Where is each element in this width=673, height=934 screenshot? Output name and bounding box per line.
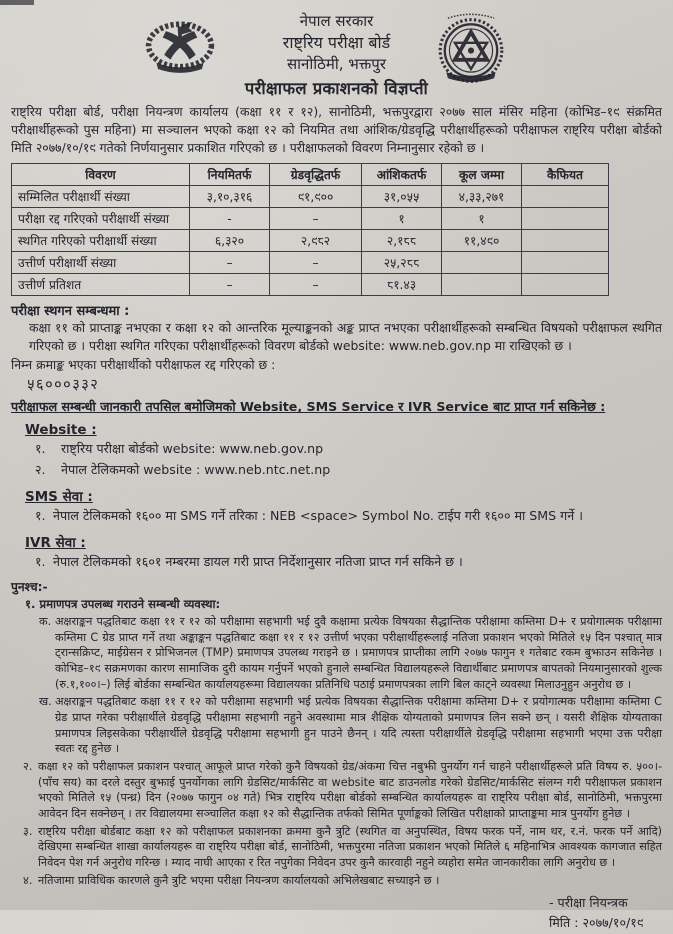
table-cell: २,१८८ bbox=[362, 230, 442, 252]
col-header-description: विवरण bbox=[12, 164, 190, 186]
table-cell: १ bbox=[362, 208, 442, 230]
item-number: २. bbox=[35, 462, 46, 478]
website-item-neb bbox=[35, 440, 662, 459]
page-title: परीक्षाफल प्रकाशनको विज्ञप्ती bbox=[244, 79, 429, 99]
table-cell: ६,३२० bbox=[190, 230, 270, 252]
website-url-ntc: नेपाल टेलिकमको website : www.neb.ntc.net.np bbox=[61, 462, 331, 478]
intro-paragraph: राष्ट्रिय परीक्षा बोर्ड, परीक्षा नियन्त्रण कार्यालय (कक्षा ११ र १२), सानोठिमी, भक्तपुरद्वारा २०७७ साल मंसिर महिना (कोभिड–१९ संक्रमित परीक्षार्थीहरूको पुस महिना) मा सञ्चालन भएको कक्षा १२ को नियमित तथा आंशिक/ग्रेडवृद्धि परीक्षार्थीहरूको परीक्षाफल राष्ट्रिय परीक्षा बोर्डको मिति २०७७/१०/१९ गतेको निर्णयानुसार प्रकाशित गरिएको छ । परीक्षाफलको विवरण निम्नानुसार रहेको छ । bbox=[11, 104, 662, 156]
list-label: ३. bbox=[23, 824, 33, 838]
header-address: सानोठिमी, भक्तपुर bbox=[287, 54, 386, 73]
ivr-heading: IVR सेवा : bbox=[25, 534, 86, 551]
nepal-emblem-icon bbox=[139, 14, 221, 80]
signature-date: मिति : २०७७/१०/१९ bbox=[549, 915, 644, 931]
table-row bbox=[12, 274, 609, 296]
results-table bbox=[11, 163, 609, 296]
neb-seal-icon bbox=[432, 12, 510, 86]
table-header-row bbox=[12, 164, 609, 186]
table-cell bbox=[522, 208, 609, 230]
table-cell: - bbox=[190, 208, 270, 230]
services-info-line: परीक्षाफल सम्बन्धी जानकारी तपसिल बमोजिमको Website, SMS Service र IVR Service बाट प्राप्त गर्न सकिनेछ : bbox=[11, 399, 606, 415]
postscript-point4 bbox=[23, 873, 662, 889]
table-cell: – bbox=[190, 274, 270, 296]
table-cell: ११,४९० bbox=[442, 230, 522, 252]
table-row bbox=[12, 230, 609, 252]
header-board-name: राष्ट्रिय परीक्षा बोर्ड bbox=[282, 32, 391, 52]
postponement-heading: परीक्षा स्थगन सम्बन्धमा : bbox=[11, 304, 130, 320]
header-government: नेपाल सरकार bbox=[299, 12, 374, 30]
point3-text: राष्ट्रिय परीक्षा बोर्डबाट कक्षा १२ को परीक्षाफल प्रकाशनका क्रममा कुनै त्रुटि (स्थगित वा अनुपस्थित, विषय फरक पर्ने, नाम थर, र.नं. फरक पर्ने आदि) देखिएमा सम्बन्धित शाखा कार्यालयहरू वा राष्ट्रिय परीक्षा बोर्ड, सानोठिमी, भक्तपुरमा नतिजा प्रकाशन भएको मितिले ६ महिनाभित्र आवश्यक कागजात सहित निवेदन पेश गर्न अनुरोध गरिन्छ । म्याद नाघी आएका र रित नपुगेका निवेदन उपर कुनै कारवाही नहुने व्यहोरा समेत जानकारीका लागि अनुरोध छ । bbox=[38, 824, 662, 869]
sms-heading: SMS सेवा : bbox=[25, 489, 93, 506]
item-number: १. bbox=[35, 441, 46, 457]
table-cell: – bbox=[190, 252, 270, 274]
list-label: ख. bbox=[39, 695, 52, 709]
point2-text: कक्षा १२ को परीक्षाफल प्रकाशन पश्चात् आफूले प्राप्त गरेको कुनै विषयको ग्रेड/अंकमा चित्त नबुझी पुनर्योग गर्न चाहने परीक्षार्थीहरूले प्रति विषय रु. ५००।- (पाँच सय) का दरले दस्तुर बुझाई पुनर्योगका लागि ग्रेडसिट/मार्कसिट वा website बाट डाउनलोड गरेको ग्रेडसिट/मार्कसिट संलग्न गरी परीक्षाफल प्रकाशन भएको मितिले १५ (पन्ध्र) दिन (२०७७ फागुन ०४ गते) भित्र राष्ट्रिय परीक्षा बोर्डको सम्बन्धित कार्यालयहरू वा राष्ट्रिय परीक्षा बोर्ड, सानोठिमी, भक्तपुरमा आवेदन दिन सक्नेछन् । तर विद्यालयमा सञ्चालित कक्षा १२ को सैद्धान्तिक तर्फको सिमित पूर्णाङ्कको लिखित परीक्षाको प्राप्ताङ्कमा मात्र पुनर्योग हुनेछ । bbox=[38, 759, 662, 820]
table-cell: ३,१०,३१६ bbox=[190, 186, 270, 208]
point1-kha-text: अक्षराङ्कन पद्धतिबाट कक्षा ११ र १२ को परीक्षामा सहभागी भई प्रत्येक विषयका सैद्धान्तिक परीक्षामा कम्तिमा D+ र प्रयोगात्मक परीक्षामा कम्तिमा C ग्रेड प्राप्त गरेका परीक्षार्थीले ग्रेडवृद्धि परीक्षामा सहभागी नहुने अवस्थामा मात्र शैक्षिक योग्यताको प्रमाणपत्र लिन सक्ने छन् । यसरी शैक्षिक योग्यताका प्रमाणपत्र लिइसकेका परीक्षार्थीले ग्रेडवृद्धि परीक्षामा सहभागी हुन पाउने छैनन् । यदि त्यस्ता परीक्षार्थीले ग्रेडवृद्धि परीक्षामा सहभागी भएमा उक्त परीक्षा स्वतः रद्द हुनेछ । bbox=[55, 695, 662, 756]
postscript-point1-heading: १. प्रमाणपत्र उपलब्ध गराउने सम्बन्धी व्यवस्था: bbox=[25, 596, 221, 611]
point4-text: नतिजामा प्राविधिक कारणले कुनै त्रुटि भएमा परीक्षा नियन्त्रण कार्यालयको अभिलेखबाट सच्याइने छ । bbox=[38, 873, 440, 887]
col-header-regular: नियमितर्फ bbox=[190, 164, 270, 186]
table-row bbox=[12, 252, 609, 274]
item-number: १. bbox=[35, 508, 46, 524]
table-cell: – bbox=[270, 252, 362, 274]
ivr-instruction-text: नेपाल टेलिकमको १६०१ नम्बरमा डायल गरी प्राप्त निर्देशानुसार नतिजा प्राप्त गर्न सकिने छ । bbox=[53, 553, 463, 569]
ivr-instruction bbox=[35, 553, 662, 572]
sms-section bbox=[25, 487, 662, 526]
cancelled-roll-number: ५६०००३३२ bbox=[27, 377, 100, 394]
table-cell bbox=[522, 186, 609, 208]
signature-block bbox=[549, 893, 662, 933]
table-cell: स्थगित गरिएको परीक्षार्थी संख्या bbox=[12, 230, 190, 252]
signature-title: - परीक्षा नियन्त्रक bbox=[549, 895, 628, 911]
item-number: १. bbox=[35, 553, 46, 569]
list-label: क. bbox=[39, 614, 52, 628]
sms-instruction bbox=[35, 507, 662, 526]
table-cell bbox=[522, 230, 609, 252]
col-header-partial: आंशिकतर्फ bbox=[362, 164, 442, 186]
postscript-section bbox=[11, 578, 662, 888]
table-cell: ३१,०५५ bbox=[362, 186, 442, 208]
table-cell: ४,३३,२७१ bbox=[442, 186, 522, 208]
website-heading: Website : bbox=[25, 422, 97, 439]
cancelled-result-line: निम्न क्रमाङ्क भएका परीक्षार्थीको परीक्षाफल रद्द गरिएको छ : bbox=[11, 357, 276, 373]
website-section bbox=[25, 422, 662, 480]
table-cell: २,९८२ bbox=[270, 230, 362, 252]
table-cell: ८१.४३ bbox=[362, 274, 442, 296]
list-label: ४. bbox=[23, 873, 33, 887]
postscript-point1-ka bbox=[39, 614, 662, 692]
col-header-remarks: कैफियत bbox=[522, 164, 609, 186]
sms-instruction-text: नेपाल टेलिकमको १६०० मा SMS गर्ने तरिका : NEB <space> Symbol No. टाईप गरी १६०० मा SMS गर्ने । bbox=[53, 508, 584, 524]
table-cell: उत्तीर्ण परीक्षार्थी संख्या bbox=[12, 252, 190, 274]
table-cell bbox=[522, 274, 609, 296]
table-cell: १ bbox=[442, 208, 522, 230]
table-row bbox=[12, 186, 609, 208]
postscript-point1-kha bbox=[39, 694, 662, 757]
table-cell bbox=[522, 252, 609, 274]
table-cell: – bbox=[270, 208, 362, 230]
list-label: २. bbox=[23, 759, 33, 773]
col-header-total: कूल जम्मा bbox=[442, 164, 522, 186]
website-url-neb: राष्ट्रिय परीक्षा बोर्डको website: www.neb.gov.np bbox=[61, 441, 324, 457]
table-cell: २५,२८८ bbox=[362, 252, 442, 274]
document-header bbox=[11, 6, 662, 100]
table-cell: उत्तीर्ण प्रतिशत bbox=[12, 274, 190, 296]
website-item-ntc bbox=[35, 461, 662, 480]
postscript-heading: पुनश्च:- bbox=[11, 579, 48, 594]
postponement-section bbox=[11, 301, 662, 394]
postponement-body: कक्षा ११ को प्राप्ताङ्क नभएका र कक्षा १२ को आन्तरिक मूल्याङ्कनको अङ्क प्राप्त नभएका परीक्षार्थीहरूको सम्बन्धित विषयको परीक्षाफल स्थगित गरिएको छ । परीक्षा स्थगित गरिएका परीक्षार्थीहरूको विवरण बोर्डको website: www.neb.gov.np मा राखिएको छ । bbox=[29, 320, 662, 354]
table-cell bbox=[442, 274, 522, 296]
postscript-point3 bbox=[23, 824, 662, 871]
ivr-section bbox=[25, 533, 662, 572]
table-cell: ९१,९०० bbox=[270, 186, 362, 208]
postscript-point2 bbox=[23, 759, 662, 822]
table-cell: परीक्षा रद्द गरिएको परीक्षार्थी संख्या bbox=[12, 208, 190, 230]
point1-ka-text: अक्षराङ्कन पद्धतिबाट कक्षा ११ र १२ को परीक्षामा सहभागी भई दुवै कक्षामा प्रत्येक विषयका सैद्धान्तिक परीक्षामा कम्तिमा D+ र प्रयोगात्मक परीक्षामा कम्तिमा C ग्रेड प्राप्त गर्ने तथा अङ्काङ्कन पद्धतिबाट कक्षा ११ र १२ उत्तीर्ण भएका परीक्षार्थीहरूलाई नतिजा प्रकाशन भएको मितिले १५ दिन पश्चात् मात्र ट्रान्सक्रिप्ट, माईग्रेसन र प्रोभिजनल (TMP) प्रमाणपत्र उपलब्ध गराइने छ । प्रमाणपत्र प्राप्तीका लागि २०७७ फागुन १ गतेबाट रकम बुझाउन सकिनेछ । कोभिड–१९ सक्रमणका कारण सामाजिक दुरी कायम गर्नुपर्ने भएको हुनाले सम्बन्धित विद्यालयहरूले विद्यार्थीबाट प्रमाणपत्र बापतको नियमानुसारको शुल्क (रु.१,१००।–) लिई बोर्डका सम्बन्धित कार्यालयहरूमा विद्यालयका प्रतिनिधि पठाई प्रमाणपत्रका लागि बिल काट्ने व्यवस्था मिलाउनुहुन अनुरोध छ । bbox=[55, 614, 662, 691]
table-row bbox=[12, 208, 609, 230]
table-cell: सम्मिलित परीक्षार्थी संख्या bbox=[12, 186, 190, 208]
table-cell bbox=[442, 252, 522, 274]
table-cell: – bbox=[270, 274, 362, 296]
col-header-gradeincrease: ग्रेडवृद्धितर्फ bbox=[270, 164, 362, 186]
